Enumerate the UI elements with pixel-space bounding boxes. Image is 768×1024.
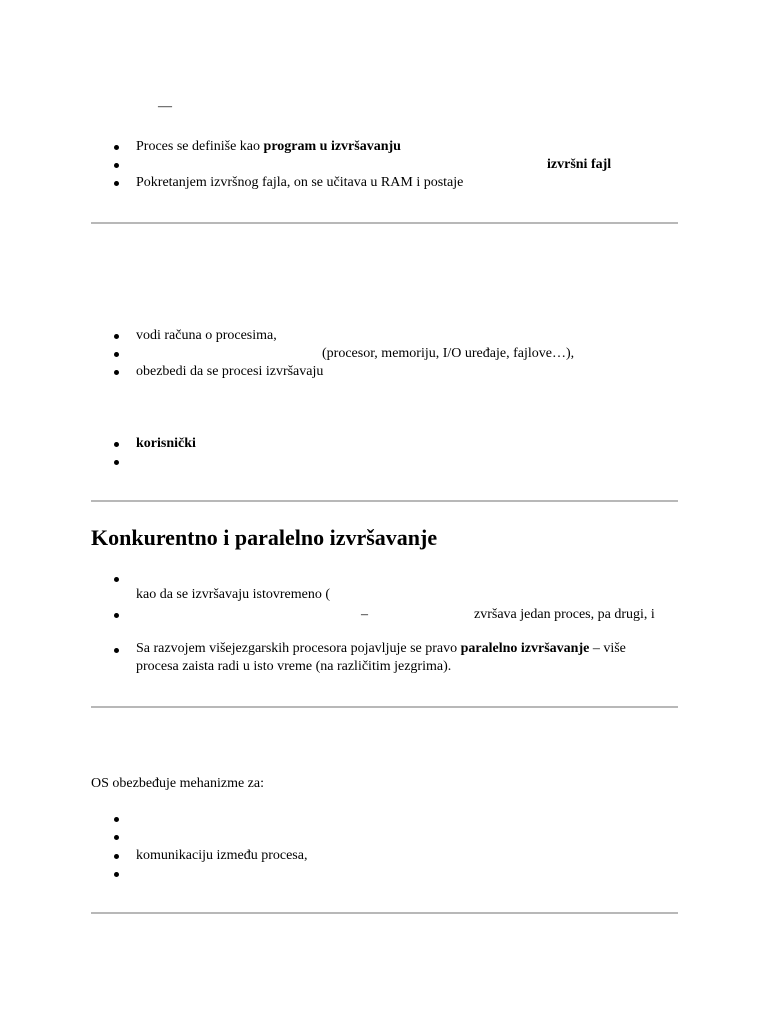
list-item: [136, 847, 307, 865]
bullet: [114, 163, 119, 168]
bullet: [114, 817, 119, 822]
section-divider: [91, 912, 678, 914]
list-item: [136, 327, 277, 345]
list-item-bold: paralelno izvršavanje: [460, 641, 590, 656]
bullet: [114, 370, 119, 375]
list-item-bold: program u izvršavanju: [263, 139, 401, 154]
bullet: [114, 648, 119, 653]
list-item: [547, 156, 611, 174]
list-item-text: (procesor, memoriju, I/O uređaje, fajlove…),: [322, 346, 575, 361]
list-item: [322, 345, 574, 363]
list-item-continuation: [136, 658, 451, 676]
list-item-text: obezbedi da se procesi izvršavaju: [136, 364, 324, 379]
list-item-text: kao da se izvršavaju istovremeno (: [136, 587, 330, 602]
list-item: [136, 138, 401, 156]
section-divider: [91, 706, 678, 708]
bullet: [114, 577, 119, 582]
list-item: [136, 435, 196, 453]
paragraph: OS obezbeđuje mehanizme za:: [91, 776, 264, 791]
bullet: [114, 181, 119, 186]
bullet: [114, 613, 119, 618]
list-item: [136, 174, 463, 192]
list-item-text: – više: [589, 641, 626, 656]
dash-mark: —: [158, 99, 172, 114]
section-divider: [91, 222, 678, 224]
list-item-text: Pokretanjem izvršnog fajla, on se učitava u RAM i postaje: [136, 175, 464, 190]
section-divider: [91, 500, 678, 502]
list-item-continuation: [136, 586, 330, 604]
bullet: [114, 145, 119, 150]
bullet: [114, 460, 119, 465]
list-item-text: komunikaciju između procesa,: [136, 848, 308, 863]
bullet: [114, 442, 119, 447]
list-item-dash: –: [361, 607, 368, 622]
bullet: [114, 352, 119, 357]
list-item-bold: izvršni fajl: [547, 157, 612, 172]
list-item: [474, 606, 655, 624]
bullet: [114, 854, 119, 859]
list-item-text: Sa razvojem višejezgarskih procesora pojavljuje se pravo: [136, 641, 461, 656]
bullet: [114, 872, 119, 877]
list-item-text: vodi računa o procesima,: [136, 328, 277, 343]
bullet: [114, 334, 119, 339]
bullet: [114, 835, 119, 840]
list-item-bold: korisnički: [136, 436, 196, 451]
section-heading: Konkurentno i paralelno izvršavanje: [91, 525, 438, 550]
list-item-text: procesa zaista radi u isto vreme (na različitim jezgrima).: [136, 659, 452, 674]
list-item: [136, 640, 626, 658]
list-item-text: zvršava jedan proces, pa drugi, i: [474, 607, 655, 622]
list-item: [136, 363, 323, 381]
list-item-text: Proces se definiše kao: [136, 139, 264, 154]
